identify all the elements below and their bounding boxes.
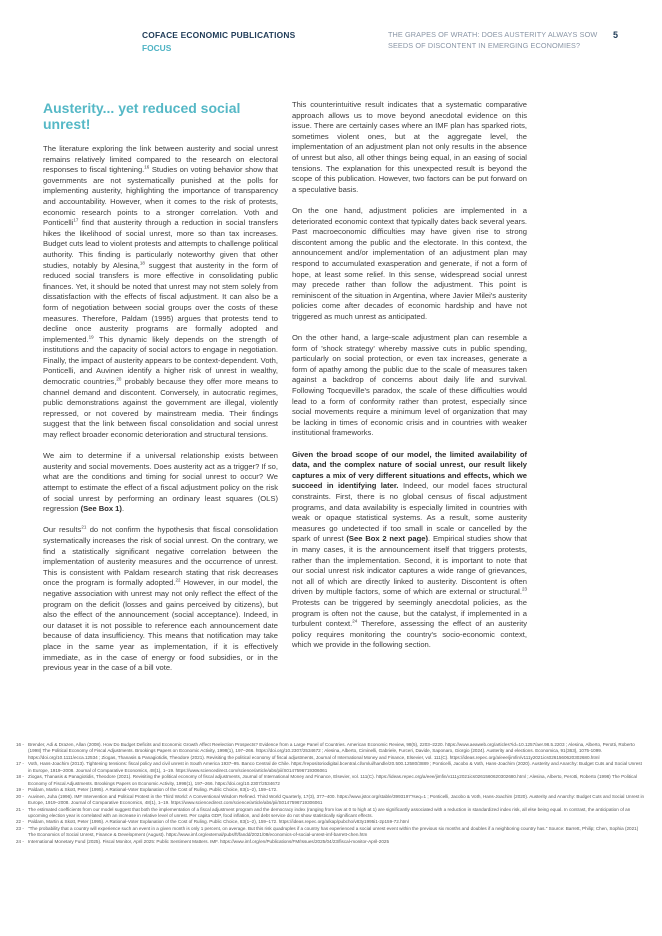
footnote: 16 - Brender, Adi & Drazen, Allan (2008). How Do Budget Deficits and Economic Growth Affect Reelection Prospects? Evidence from a Large Panel of Countries. American Economic Review, 98(5), 2203–2220. https://www.aeaweb.org/articles?id=10.1257/aer.98.5.2203 ; Alesina, Alberto, Perotti, Roberto (1998) The Political Economy of Fiscal Adjustments. Brookings Papers on Economic Activity, 1998(1), 197–266. https://doi.org/10.2307/2534672 ; Alesina, Alberto, Ciminelli, Gabriele, Furceri, Davide, Saponaro, Giorgio (2024). Austerity and elections. Economica, 91(363), 1075-1099. https://doi.org/10.1111/ecca.12534 ; Ziogas, Thanasis & Panagiotidis, Theodore (2021). Revisiting the political economy of fiscal adjustments, Journal of International Money and Finance, Elsevier, vol. 111(C). https://ideas.repec.org/a/eee/jimfin/v111y2021ics0261560620302680.html	[16, 742, 635, 760]
footnote-ref[interactable]: 22	[175, 577, 181, 583]
footnote-ref[interactable]: 17	[73, 217, 79, 223]
footnote: 19 - Paldam, Martin & Skott, Peter (1995). A Rational-Voter Explanation of the Cost of Ruling. Public Choice, 83(1–2), 159–172.	[16, 787, 278, 793]
paragraph: We aim to determine if a universal relationship exists between austerity and social movements. Does austerity act as a trigger? If so, what are the conditions and timing for social unrest to occur? We attempt to estimate the effect of a fiscal adjustment policy on the risk of social unrest by performing an ordinary least squares (OLS) regression (See Box 1).	[43, 451, 278, 514]
paragraph: Given the broad scope of our model, the limited availability of data, and the complex nature of social unrest, our result likely captures a mix of very different situations and effects, which we succeed in identifying later. Indeed, our model faces structural constraints. First, there is no global census of fiscal adjustment programs, and data availability is especially limited in countries with weak or opaque statistical systems. As a result, some austerity measures go undetected if too small in scale or cancelled by the spark of unrest (See Box 2 next page). Empirical studies show that in many cases, it is the announcement itself that triggers protests, rather than the implementation. Second, it is important to note that our social unrest risk indicator captures a wide range of grievances, not all of which are directly linked to austerity. Discontent is often driven by multiple factors, some of which are external or structural.$^{23}$ Protests can be triggered by seemingly anecdotal policies, as the program is often not the cause, but the catalyst, if implemented in a turbulent context.$^{24}$ Therefore, assessing the effect of an austerity policy requires monitoring the country's socio-economic context, which we provide in the following section.	[292, 449, 528, 650]
publication-header	[142, 30, 295, 53]
right-column	[292, 100, 527, 661]
footnote: 24 - International Monetary Fund (2025). Fiscal Monitor, April 2025: Public Sentiment Matters. IMF. https://www.imf.org/en/Publications/FM/Issues/2025/04/23/fiscal-monitor-April-2025	[16, 838, 390, 844]
box-reference[interactable]: (See Box 1)	[80, 504, 122, 514]
footnote: 20 - Auvinen, Juha (1996). IMF Intervention and Political Protest in the Third World: A Conventional Wisdom Refined. Third World Quarterly, 17(3), 377–400. https://www.jstor.org/stable/3993197?seq=1 ; Ponticelli, Jacobo & Voth, Hans-Joachim (2020). Austerity and Anarchy: Budget Cuts and Social Unrest in Europe, 1919–2008. Journal of Comparative Economics, 48(1), 1–19. https://www.sciencedirect.com/science/article/abs/pii/S0147596719306061	[16, 793, 645, 806]
footnotes	[16, 742, 646, 845]
footnote-ref[interactable]: 19	[88, 334, 94, 340]
paragraph: Our results$^{21}$ do not confirm the hypothesis that fiscal consolidation systematically increases the risk of social unrest. On the contrary, we find a statistically significant negative correlation between the implementation of austerity measures and the occurrence of unrest. This is consistent with Paldam research stating that risk decreases once the program is formally adopted.$^{22}$ However, in our model, the negative association with unrest may not only reflect the effect of the program on the deficit (losses and gains perceived by citizens), but also the effect of the announcement (social acceptance). Indeed, in our dataset it is not possible to reference each announcement date because of data insufficiency. This means that notification may take place in the same year as implementation, if it is effectively immediate, as in the case of energy or food subsidies, or in the previous year in the case of a bill vote.	[43, 524, 279, 673]
footnote-ref[interactable]: 18	[139, 260, 145, 265]
footnote: 23 - "The probability that a country will experience such an event in a given month is only 1 percent, on average. But this risk quadruples if a country has experienced a social unrest event within the previous six months and doubles if a neighboring country has." Source: Barrett, Philip; Chen, Sophia (2021) The Economics of Social Unrest, Finance & Development (August). https://www.imf.org/external/pubs/ft/fandd/2021/08/economics-of-social-unrest-imf-barrett-chen.htm	[16, 825, 639, 838]
paragraph: The literature exploring the link between austerity and social unrest remains relatively limited compared to the research on electoral responses to fiscal tightening.$^{16}$ Studies on voting behavior show that governments are not systematically punished at the polls for implementing austerity, highlighting the importance of transparency and accountability. However, when it comes to the risk of protests, economic research points to a stronger correlation. Voth and Ponticelli$^{17}$ find that austerity through a reduction in social transfers hikes the likelihood of social unrest, more so than tax increases. Budget cuts lead to violent protests and attempts to challenge political authority. This finding is particularly noteworthy given that other studies, notably by Alesina,$^{18}$ suggest that austerity in the form of reduced social transfers is more effective in consolidating public finances. Yet, it should be noted that unrest may not stem solely from dissatisfaction with the effects of fiscal adjustment. It can also be a form of negotiation between social groups over the costs of these measures. Therefore, Paldam (1995) argues that protests tend to decline once austerity programs are formally adopted and implemented.$^{19}$ This dynamic likely depends on the strength of institutions and the capacity of social actors to engage in negotiation. Finally, the impact of austerity appears to be context-dependent. Voth, Ponticelli, and Auvinen identify a higher risk of unrest in wealthy, democratic countries,$^{20}$ probably because they offer more means to channel demand and discontent. Conversely, in autocratic regimes, public demonstrations against the government are illegal, violently repressed, or not covered by mainstream media. Their findings suggest that the link between fiscal consolidation and social unrest may reflect broader economic deterioration and structural tensions.	[43, 144, 278, 440]
footnote-ref[interactable]: 21	[81, 524, 87, 530]
box-reference[interactable]: (See Box 2 next page)	[346, 534, 429, 544]
section-title: Austerity... yet reduced social unrest!	[43, 100, 241, 132]
footnote-ref[interactable]: 23	[521, 586, 527, 592]
left-column	[43, 100, 278, 684]
paragraph: On the one hand, adjustment policies are implemented in a deteriorated economic context that typically dates back several years. Past macroeconomic difficulties may have given rise to strong discontent among the public and the electorate. In this context, the announcement and/or implementation of an adjustment plan may respond to accumulated exasperation and generate, if not a form of hope, at least some relief. In this sense, widespread social unrest may precede rather than follow the adjustment. This point is reminiscent of the situation in Argentina, where Javier Milei's austerity policies come after decades of economic hardship and have not triggered as much unrest as anticipated.	[292, 205, 527, 321]
footnote: 22 - Paldam, Martin & Skott, Peter (1995). A Rational-Voter Explanation of the Cost of Ruling. Public Choice, 83(1–2), 159–172. https://ideas.repec.org/a/kap/pubcho/v83y1995i1-2p159-72.html	[16, 819, 409, 825]
paragraph: On the other hand, a large-scale adjustment plan can resemble a form of 'shock strategy' whereby massive cuts in public spending, particularly on social protection, or even tax increases, generate a form of apathy among the public due to the scale of measures taken against a backdrop of concerns about daily life and survival. Following Tocqueville's paradox, the scale of these difficulties would lead to a form of conformity rather than protest, especially since social movements require a minimum level of organization that may be lacking in times of economic crisis and in countries with weaker institutional frameworks.	[292, 333, 527, 438]
footnote: 21 - The estimated coefficients from our model suggest that both the implementation of a fiscal adjustment program and the democracy index (ranging from low at 0 to high at 1) are significantly associated with a reduction in standardized index risk, all else being equal. In contrast, the anticipation of an upcoming election year is correlated with an increase in relative level of unrest. Per capita GDP, food inflation, and debt service do not show statistically significant effects.	[16, 806, 631, 818]
paragraph: This counterintuitive result indicates that a systematic comparative approach allows us to move beyond anecdotal evidence on this issue. There are certainly cases where an IMF plan has sparked riots, sometimes violent ones, but at the aggregate level, the implementation of an adjustment plan not only results in the absence of unrest but also, all other things being equal, in an easing of social tensions. The explanation for this unexpected result is beyond the scope of this publication. However, two factors can be put forward on a speculative basis.	[292, 100, 527, 194]
footnote-ref[interactable]: 20	[116, 376, 122, 382]
running-title: THE GRAPES OF WRATH: DOES AUSTERITY ALWAYS SOW SEEDS OF DISCONTENT IN EMERGING ECONOMIES?	[388, 30, 598, 50]
footnote-ref[interactable]: 16	[144, 164, 150, 170]
key-finding: Given the broad scope of our model, the limited availability of data, and the complex nature of social unrest, our result likely captures a mix of very different situations and effects, which we succeed in identifying later.	[292, 449, 527, 491]
footnote-ref[interactable]: 24	[352, 618, 358, 624]
publication-title: COFACE ECONOMIC PUBLICATIONS	[142, 30, 296, 40]
page-number: 5	[613, 30, 619, 40]
footnote: 18 - Ziogas, Thanasis & Panagiotidis, Theodore (2021). Revisiting the political economy of fiscal adjustments, Journal of International Money and Finance, Elsevier, vol. 111(C). https://ideas.repec.org/a/eee/jimfin/v111y2021ics0261560620302680.html ; Alesina, Alberto, Perotti, Roberto (1998) The Political Economy of Fiscal Adjustments. Brookings Papers on Economic Activity, 1998(1), 197–266. https://doi.org/10.2307/2534672	[16, 774, 637, 786]
footnote: 17 - Voth, Hans-Joachim (2013). Tightening tensions: fiscal policy and civil unrest in South America 1937–95. Banco Central de Chile. https://repositoriodigital.bcentral.cl/xmlui/handle/20.500.12580/3889 ; Ponticelli, Jacobo & Voth, Hans-Joachim (2020). Austerity and Anarchy: Budget Cuts and Social Unrest in Europe, 1919–2008. Journal of Comparative Economics, 48(1), 1–19. https://www.sciencedirect.com/science/article/abs/pii/S0147596719306061	[16, 761, 642, 773]
publication-section: FOCUS	[142, 43, 172, 53]
